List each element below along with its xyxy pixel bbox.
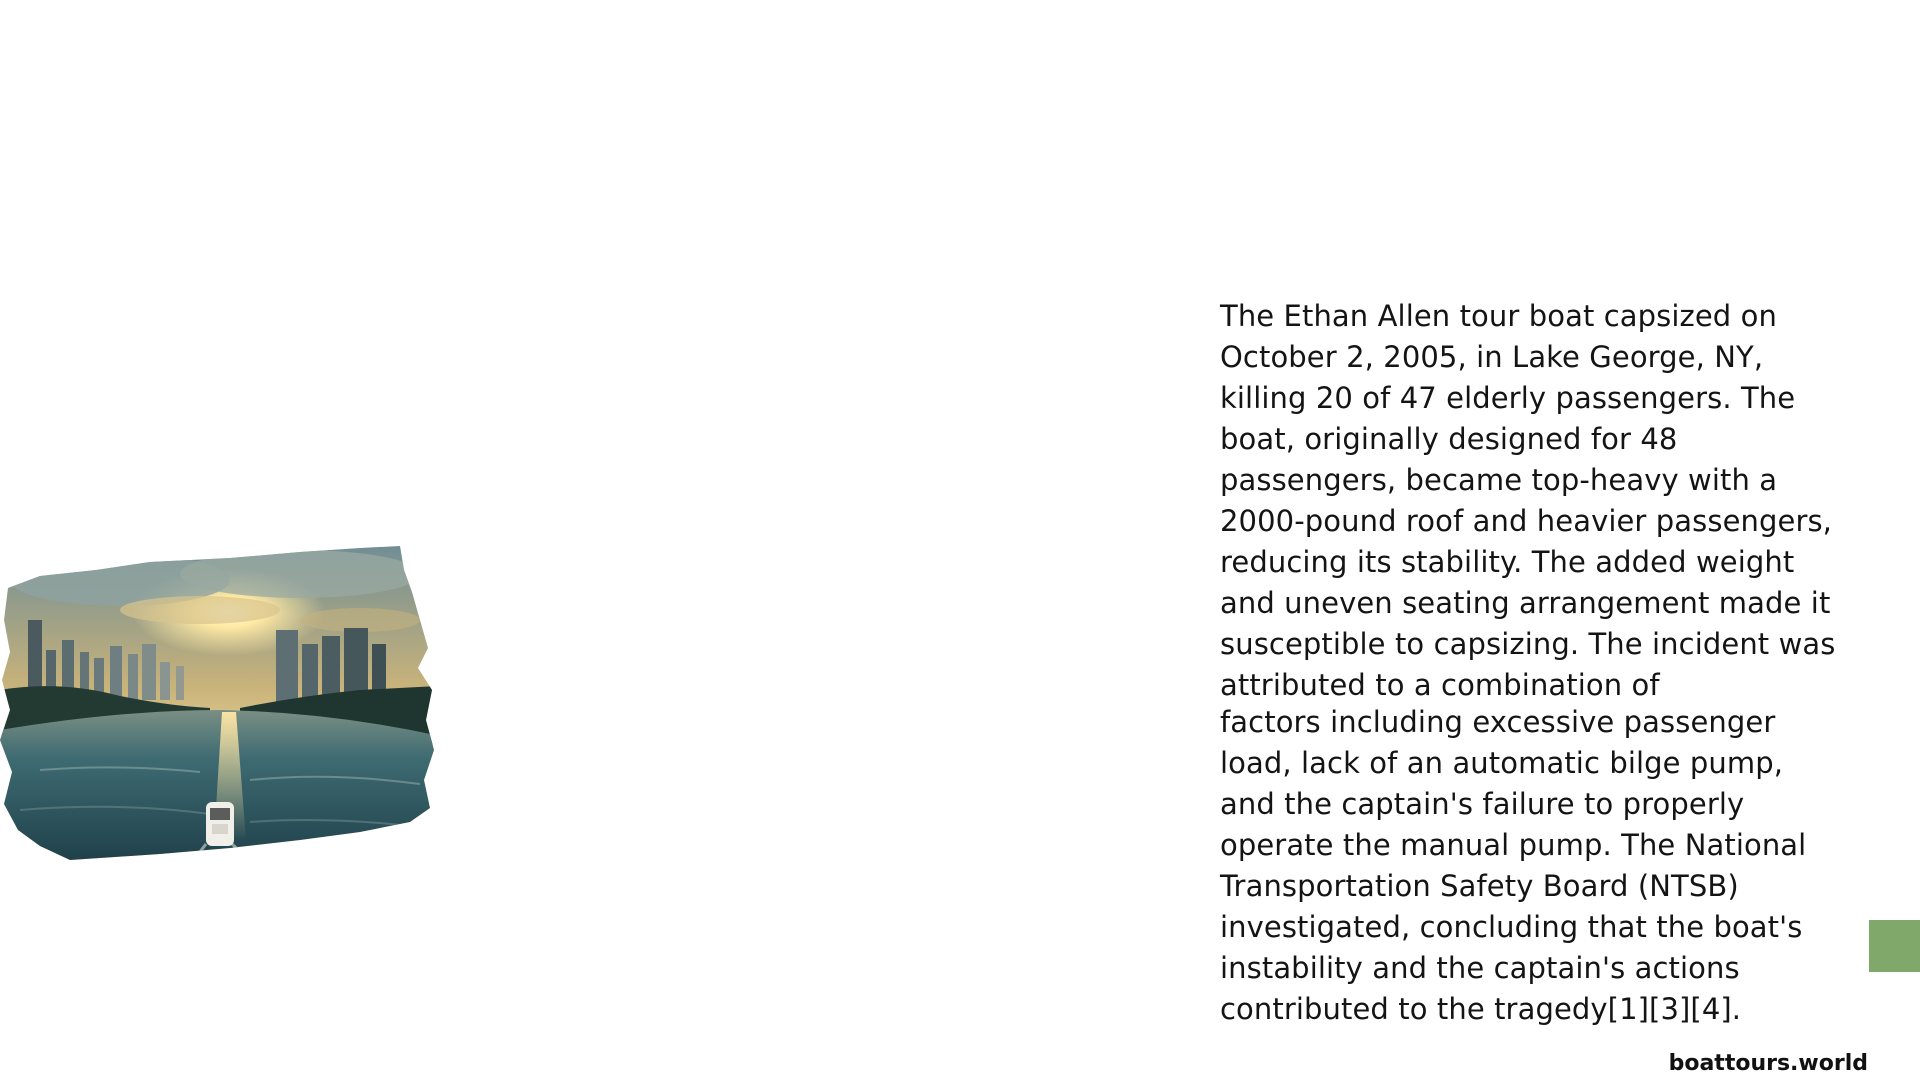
article-paragraph-continued: factors including excessive passenger load, lack of an automatic bilge pump, and the captain's failure to properly operate the manual pump. The National Transportation Safety Board (NTSB) investigated, concluding that the boat's instability and the captain's actions contributed to the tragedy[1][3][4].	[1220, 705, 1807, 1026]
city-river-boat-sunset-image	[0, 540, 440, 870]
accent-block	[1869, 920, 1920, 972]
article-text	[1220, 296, 1840, 1030]
article-paragraph: The Ethan Allen tour boat capsized on October 2, 2005, in Lake George, NY, killing 20 of 47 elderly passengers. The boat, originally designed for 48 passengers, became top-heavy with a 2000-pound roof and heavier passengers, reducing its stability. The added weight and uneven seating arrangement made it susceptible to capsizing. The incident was attributed to a combination of	[1220, 299, 1836, 702]
hero-image	[0, 540, 440, 870]
site-brand: boattours.world	[1668, 1051, 1868, 1076]
